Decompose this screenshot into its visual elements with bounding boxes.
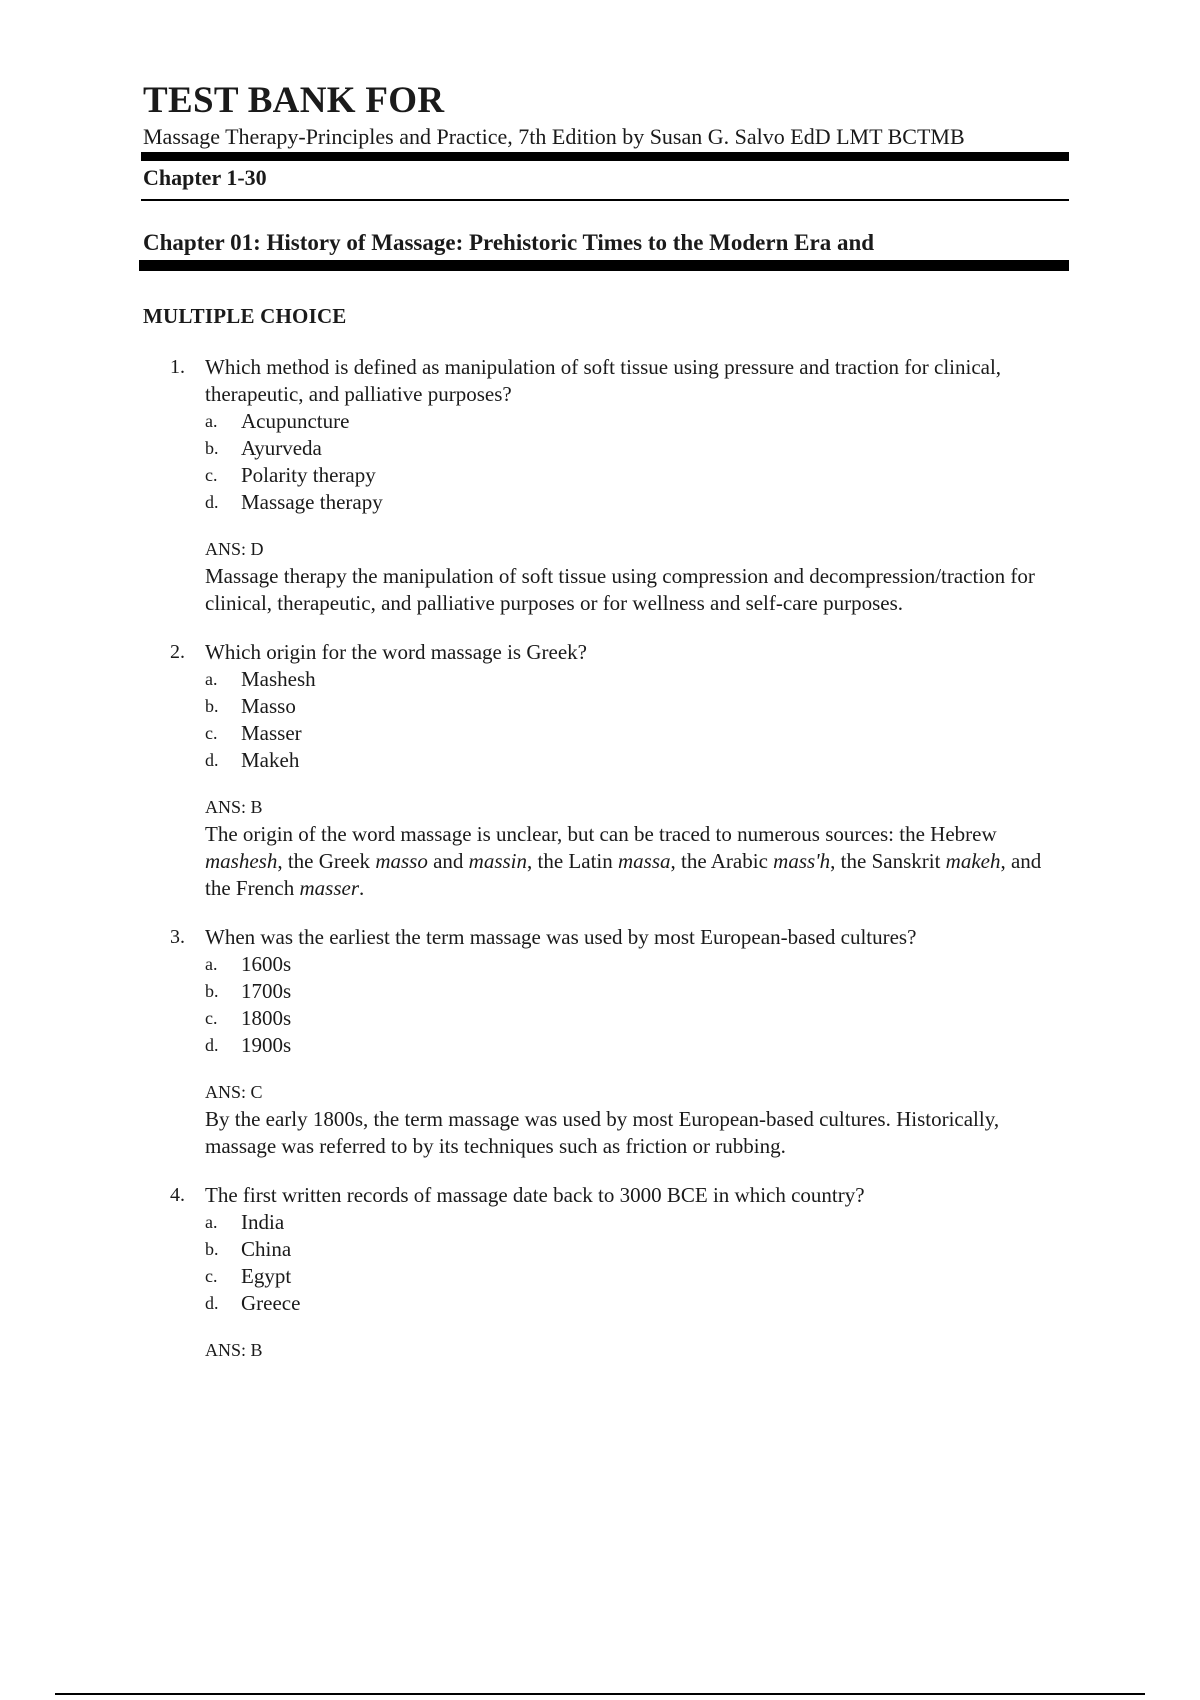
choice-text: 1600s	[241, 952, 292, 976]
choice-text: India	[241, 1210, 285, 1234]
choice-text: Massage therapy	[241, 490, 383, 514]
choice-text: Masso	[241, 694, 296, 718]
choice-letter: a.	[205, 1212, 218, 1232]
answer-key: ANS: B	[205, 797, 263, 817]
term-french: masser	[299, 876, 359, 900]
question-item	[170, 1182, 1050, 1364]
term-greek-masso: masso	[375, 849, 428, 873]
answer-choices	[205, 1209, 1050, 1317]
choice-letter: d.	[205, 750, 219, 770]
choice-item	[205, 693, 1050, 720]
question-number: 2.	[170, 641, 185, 663]
choice-letter: b.	[205, 696, 219, 716]
question-number: 4.	[170, 1184, 185, 1206]
choice-text: 1800s	[241, 1006, 292, 1030]
choice-letter: d.	[205, 1293, 219, 1313]
chapter-title-divider	[139, 260, 1069, 271]
answer-choices	[205, 951, 1050, 1059]
choice-text: Egypt	[241, 1264, 292, 1288]
question-text: The first written records of massage date back to 3000 BCE in which country?	[205, 1183, 865, 1207]
choice-item	[205, 720, 1050, 747]
question-text: When was the earliest the term massage was used by most European-based cultures?	[205, 925, 917, 949]
choice-text: Greece	[241, 1291, 301, 1315]
choice-item	[205, 462, 1050, 489]
choice-item	[205, 1209, 1050, 1236]
choice-letter: c.	[205, 1266, 218, 1286]
question-number: 1.	[170, 356, 185, 378]
choice-item	[205, 666, 1050, 693]
choice-letter: b.	[205, 438, 219, 458]
section-heading: MULTIPLE CHOICE	[143, 304, 347, 328]
page-bottom-rule	[55, 1693, 1145, 1695]
book-subtitle: Massage Therapy-Principles and Practice, 7th Edition by Susan G. Salvo EdD LMT BCTMB	[143, 124, 965, 149]
choice-text: Mashesh	[241, 667, 316, 691]
question-number: 3.	[170, 926, 185, 948]
choice-item	[205, 1263, 1050, 1290]
choice-letter: c.	[205, 1008, 218, 1028]
choice-text: Makeh	[241, 748, 300, 772]
chapter-range: Chapter 1-30	[143, 165, 267, 190]
choice-item	[205, 408, 1050, 435]
answer-key: ANS: B	[205, 1340, 263, 1360]
choice-letter: d.	[205, 492, 219, 512]
choice-text: China	[241, 1237, 292, 1261]
header-divider	[141, 152, 1069, 161]
choice-item	[205, 435, 1050, 462]
choice-text: 1700s	[241, 979, 292, 1003]
choice-item	[205, 978, 1050, 1005]
term-greek-massin: massin	[468, 849, 528, 873]
answer-explanation: By the early 1800s, the term massage was used by most European-based cultures. Historically, massage was referred to by its techniques such as friction or rubbing.	[205, 1107, 1000, 1158]
choice-letter: b.	[205, 1239, 219, 1259]
term-arabic: mass'h	[773, 849, 831, 873]
answer-explanation: The origin of the word massage is unclear, but can be traced to numerous sources: the Hebrew mashesh, the Greek masso and massin, the Latin massa, the Arabic mass'h, the Sanskrit makeh, and the French masser.	[205, 822, 1042, 900]
choice-letter: a.	[205, 411, 218, 431]
question-text: Which origin for the word massage is Greek?	[205, 640, 587, 664]
choice-letter: c.	[205, 465, 218, 485]
answer-choices	[205, 408, 1050, 516]
chapter-range-divider	[141, 199, 1069, 201]
choice-item	[205, 951, 1050, 978]
answer-key: ANS: C	[205, 1082, 263, 1102]
question-item	[170, 924, 1050, 1160]
question-list	[170, 354, 1050, 1386]
choice-letter: b.	[205, 981, 219, 1001]
choice-letter: a.	[205, 669, 218, 689]
answer-choices	[205, 666, 1050, 774]
choice-letter: d.	[205, 1035, 219, 1055]
choice-item	[205, 1290, 1050, 1317]
choice-text: Acupuncture	[241, 409, 350, 433]
document-title: TEST BANK FOR	[143, 80, 445, 121]
term-hebrew: mashesh	[205, 849, 278, 873]
choice-text: 1900s	[241, 1033, 292, 1057]
term-latin: massa	[618, 849, 671, 873]
choice-item	[205, 1236, 1050, 1263]
question-text: Which method is defined as manipulation of soft tissue using pressure and traction for clinical, therapeutic, and palliative purposes?	[205, 355, 1002, 406]
question-item	[170, 354, 1050, 617]
chapter-title: Chapter 01: History of Massage: Prehistoric Times to the Modern Era and	[143, 230, 875, 255]
term-sanskrit: makeh	[945, 849, 1001, 873]
choice-letter: c.	[205, 723, 218, 743]
choice-letter: a.	[205, 954, 218, 974]
choice-item	[205, 489, 1050, 516]
choice-item	[205, 1032, 1050, 1059]
choice-text: Ayurveda	[241, 436, 322, 460]
answer-explanation: Massage therapy the manipulation of soft tissue using compression and decompression/traction for clinical, therapeutic, and palliative purposes or for wellness and self-care purposes.	[205, 564, 1035, 615]
choice-text: Masser	[241, 721, 302, 745]
choice-item	[205, 1005, 1050, 1032]
document-header	[143, 78, 1068, 271]
answer-key: ANS: D	[205, 539, 264, 559]
choice-text: Polarity therapy	[241, 463, 376, 487]
question-item	[170, 639, 1050, 902]
choice-item	[205, 747, 1050, 774]
